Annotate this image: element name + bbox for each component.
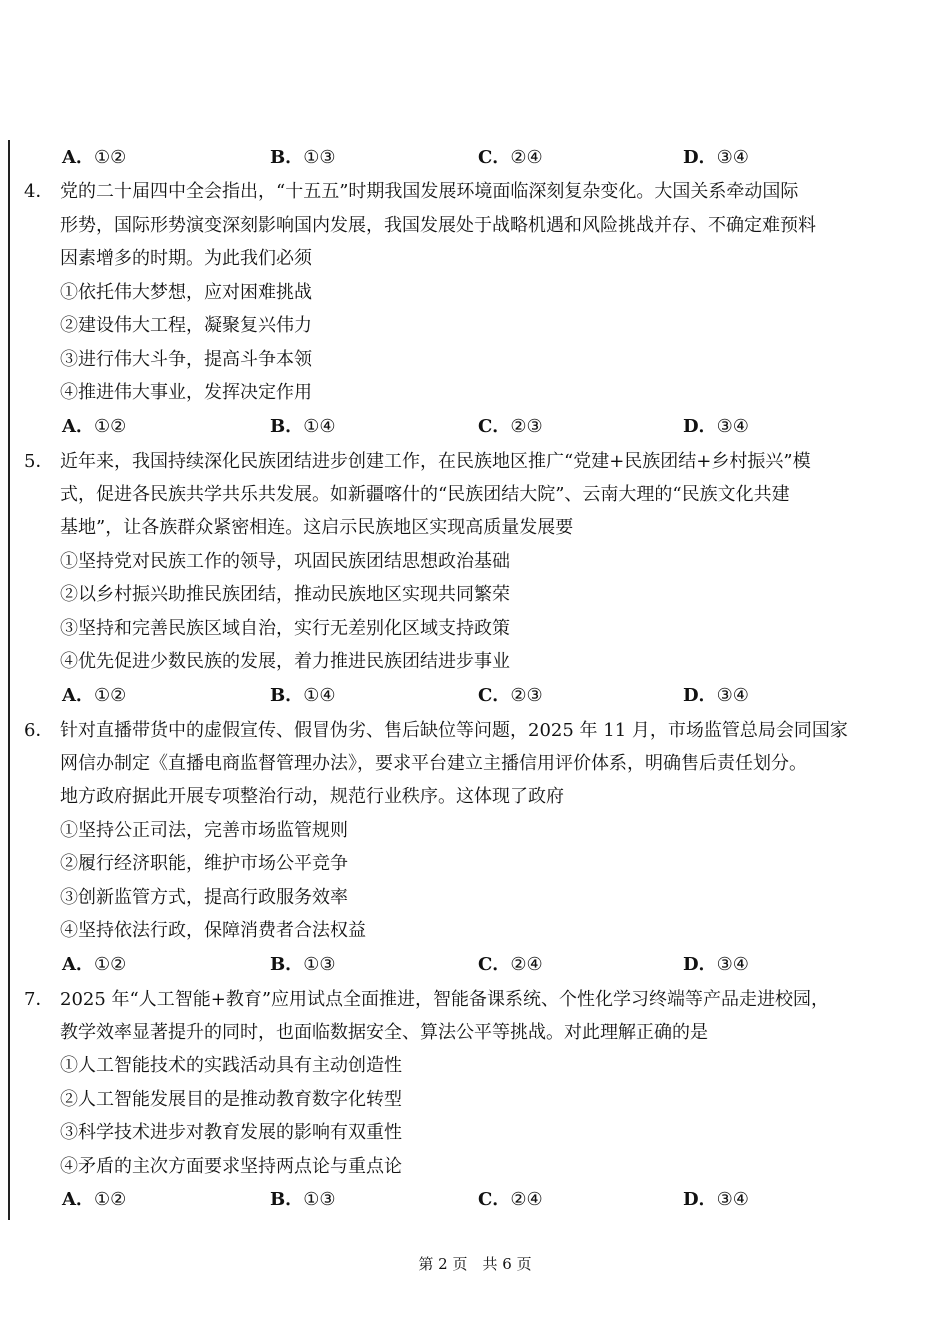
q5-option-b: B．①④ bbox=[270, 685, 336, 706]
q4-statement: ②建设伟大工程，凝聚复兴伟力 bbox=[60, 315, 312, 336]
q5-option-c: C．②③ bbox=[478, 685, 543, 706]
q7-statement: ③科学技术进步对教育发展的影响有双重性 bbox=[60, 1122, 402, 1143]
q7-stem-line: 教学效率显著提升的同时，也面临数据安全、算法公平等挑战。对此理解正确的是 bbox=[60, 1022, 708, 1043]
q3-option-b: B．①③ bbox=[270, 147, 336, 168]
q6-option-c: C．②④ bbox=[478, 954, 543, 975]
q7-statement: ④矛盾的主次方面要求坚持两点论与重点论 bbox=[60, 1156, 402, 1177]
q4-stem-line: 因素增多的时期。为此我们必须 bbox=[60, 248, 312, 269]
q7-option-b: B．①③ bbox=[270, 1189, 336, 1210]
q4-option-a: A．①② bbox=[62, 416, 127, 437]
q7-option-a: A．①② bbox=[62, 1189, 127, 1210]
q7-statement: ②人工智能发展目的是推动教育数字化转型 bbox=[60, 1089, 402, 1110]
q7-stem-line: 2025 年“人工智能+教育”应用试点全面推进，智能备课系统、个性化学习终端等产品走进校园， bbox=[60, 989, 830, 1010]
q4-option-d: D．③④ bbox=[683, 416, 749, 437]
q3-option-d: D．③④ bbox=[683, 147, 749, 168]
q6-statement: ③创新监管方式，提高行政服务效率 bbox=[60, 887, 348, 908]
q6-stem-line: 地方政府据此开展专项整治行动，规范行业秩序。这体现了政府 bbox=[60, 786, 564, 807]
q4-stem-line: 党的二十届四中全会指出，“十五五”时期我国发展环境面临深刻复杂变化。大国关系牵动国际 bbox=[60, 181, 799, 202]
q6-option-d: D．③④ bbox=[683, 954, 749, 975]
q5-stem-line: 式，促进各民族共学共乐共发展。如新疆喀什的“民族团结大院”、云南大理的“民族文化共建 bbox=[60, 484, 790, 505]
q4-option-c: C．②③ bbox=[478, 416, 543, 437]
q4-options bbox=[62, 415, 882, 439]
q6-stem-line: 针对直播带货中的虚假宣传、假冒伪劣、售后缺位等问题，2025 年 11 月，市场监管总局会同国家 bbox=[60, 720, 848, 741]
q7-options bbox=[62, 1188, 882, 1212]
q6-option-a: A．①② bbox=[62, 954, 127, 975]
q4-statement: ③进行伟大斗争，提高斗争本领 bbox=[60, 349, 312, 370]
q4-stem-line: 形势，国际形势演变深刻影响国内发展，我国发展处于战略机遇和风险挑战并存、不确定难预料 bbox=[60, 215, 816, 236]
q5-option-a: A．①② bbox=[62, 685, 127, 706]
q5-number: 5． bbox=[24, 451, 54, 472]
q5-option-d: D．③④ bbox=[683, 685, 749, 706]
q7-option-d: D．③④ bbox=[683, 1189, 749, 1210]
q6-statement: ④坚持依法行政，保障消费者合法权益 bbox=[60, 920, 366, 941]
q4-option-b: B．①④ bbox=[270, 416, 336, 437]
q7-statement: ①人工智能技术的实践活动具有主动创造性 bbox=[60, 1055, 402, 1076]
q3-options bbox=[62, 146, 882, 170]
page-footer: 第 2 页 共 6 页 bbox=[418, 1255, 532, 1273]
q6-options bbox=[62, 953, 882, 977]
q5-stem-line: 近年来，我国持续深化民族团结进步创建工作，在民族地区推广“党建+民族团结+乡村振兴”模 bbox=[60, 451, 811, 472]
q7-option-c: C．②④ bbox=[478, 1189, 543, 1210]
q6-option-b: B．①③ bbox=[270, 954, 336, 975]
q6-stem-line: 网信办制定《直播电商监督管理办法》，要求平台建立主播信用评价体系，明确售后责任划分。 bbox=[60, 753, 807, 774]
q7-number: 7． bbox=[24, 989, 54, 1010]
q5-options bbox=[62, 684, 882, 708]
q5-statement: ①坚持党对民族工作的领导，巩固民族团结思想政治基础 bbox=[60, 551, 510, 572]
q6-statement: ①坚持公正司法，完善市场监管规则 bbox=[60, 820, 348, 841]
q4-number: 4． bbox=[24, 181, 54, 202]
q6-number: 6． bbox=[24, 720, 54, 741]
q3-option-c: C．②④ bbox=[478, 147, 543, 168]
q5-stem-line: 基地”，让各族群众紧密相连。这启示民族地区实现高质量发展要 bbox=[60, 517, 574, 538]
q5-statement: ④优先促进少数民族的发展，着力推进民族团结进步事业 bbox=[60, 651, 510, 672]
q5-statement: ③坚持和完善民族区域自治，实行无差别化区域支持政策 bbox=[60, 618, 510, 639]
q4-statement: ①依托伟大梦想，应对困难挑战 bbox=[60, 282, 312, 303]
q5-statement: ②以乡村振兴助推民族团结，推动民族地区实现共同繁荣 bbox=[60, 584, 510, 605]
q6-statement: ②履行经济职能，维护市场公平竞争 bbox=[60, 853, 348, 874]
q4-statement: ④推进伟大事业，发挥决定作用 bbox=[60, 382, 312, 403]
q3-option-a: A．①② bbox=[62, 147, 127, 168]
